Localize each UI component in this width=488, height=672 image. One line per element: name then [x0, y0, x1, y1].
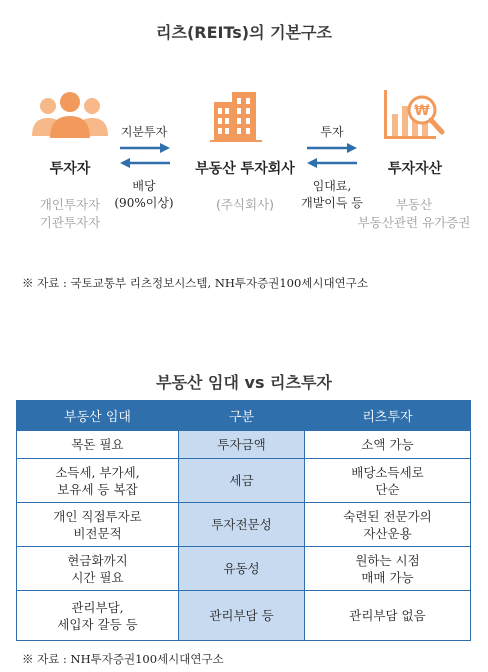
- header-rental: 부동산 임대: [17, 401, 179, 431]
- structure-title: 리츠(REITs)의 기본구조: [156, 23, 332, 42]
- cell-category: 투자금액: [179, 431, 305, 459]
- arrow-invest-label: 투자: [320, 125, 344, 139]
- header-reits: 리츠투자: [305, 401, 471, 431]
- asset-analysis-icon: [382, 88, 446, 144]
- reit-company-label: 부동산 투자회사: [195, 161, 295, 177]
- asset-sub-securities: 부동산관련 유가증권: [357, 215, 471, 230]
- table-row: [17, 431, 471, 459]
- cell-reits: 배당소득세로 단순: [305, 459, 471, 503]
- comparison-source: ※ 자료 : NH투자증권100세시대연구소: [22, 652, 224, 666]
- asset-label: 투자자산: [387, 161, 443, 177]
- table-row: [17, 459, 471, 503]
- cell-category: 세금: [179, 459, 305, 503]
- cell-rental: 소득세, 부가세, 보유세 등 복잡: [17, 459, 179, 503]
- comparison-table: [16, 400, 471, 641]
- investor-sub-individual: 개인투자자: [39, 197, 101, 212]
- reit-company-sub: (주식회사): [215, 197, 275, 212]
- table-row: [17, 503, 471, 547]
- cell-reits: 숙련된 전문가의 자산운용: [305, 503, 471, 547]
- investors-icon: [30, 90, 110, 138]
- arrow-rent-note: 개발이득 등: [301, 196, 363, 210]
- table-row: [17, 591, 471, 641]
- arrow-dividend-label: 배당: [132, 179, 156, 193]
- building-icon: [210, 90, 262, 142]
- header-category: 구분: [179, 401, 305, 431]
- investor-label: 투자자: [49, 161, 91, 177]
- cell-reits: 소액 가능: [305, 431, 471, 459]
- investor-sub-institutional: 기관투자자: [39, 215, 101, 230]
- cell-rental: 목돈 필요: [17, 431, 179, 459]
- cell-category: 투자전문성: [179, 503, 305, 547]
- cell-rental: 개인 직접투자로 비전문적: [17, 503, 179, 547]
- comparison-title: 부동산 임대 vs 리츠투자: [156, 373, 332, 392]
- svg-text:₩: ₩: [414, 103, 430, 119]
- arrows-reit-asset: [305, 141, 359, 171]
- cell-reits: 관리부담 없음: [305, 591, 471, 641]
- arrow-rent-label: 임대료,: [312, 179, 352, 193]
- table-row: [17, 547, 471, 591]
- cell-category: 유동성: [179, 547, 305, 591]
- cell-reits: 원하는 시점 매매 가능: [305, 547, 471, 591]
- arrow-equity-label: 지분투자: [120, 125, 168, 139]
- asset-sub-realestate: 부동산: [395, 197, 433, 212]
- arrows-investor-reit: [118, 141, 172, 171]
- structure-source: ※ 자료 : 국토교통부 리츠정보시스템, NH투자증권100세시대연구소: [22, 276, 368, 290]
- cell-category: 관리부담 등: [179, 591, 305, 641]
- cell-rental: 관리부담, 세입자 갈등 등: [17, 591, 179, 641]
- arrow-dividend-note: (90%이상): [114, 196, 174, 210]
- cell-rental: 현금화까지 시간 필요: [17, 547, 179, 591]
- comparison-header-row: [17, 401, 471, 431]
